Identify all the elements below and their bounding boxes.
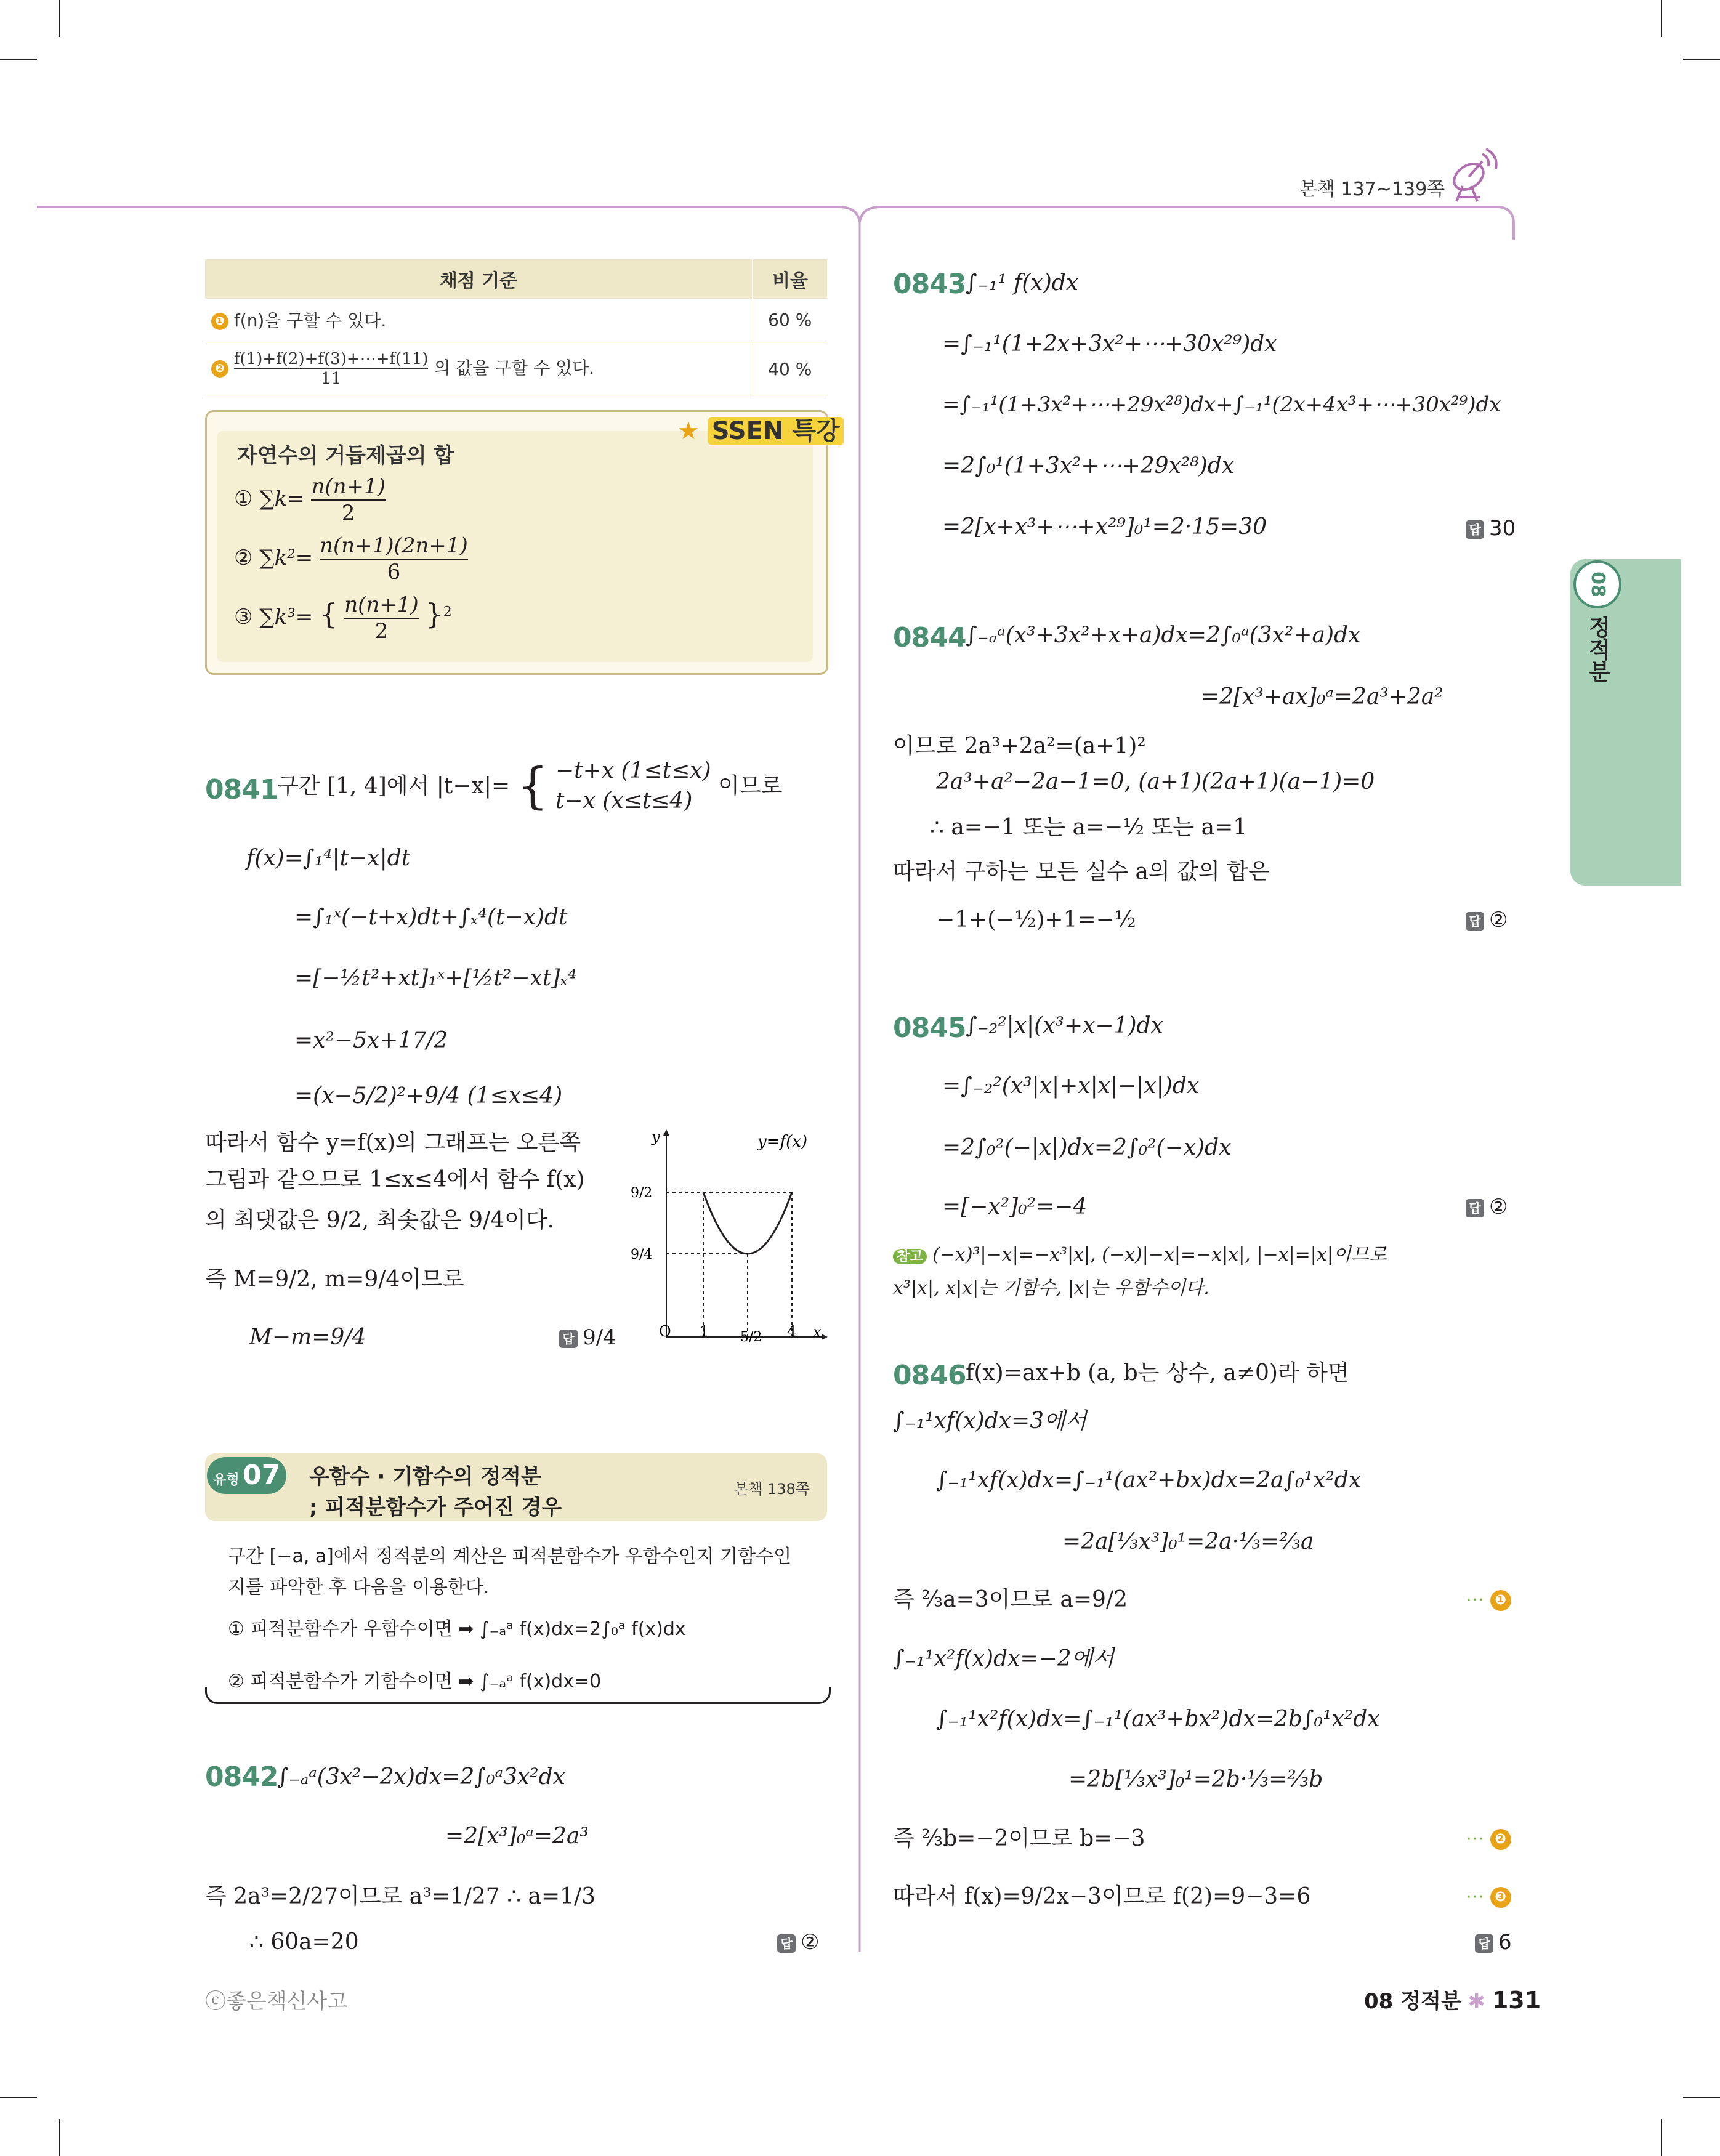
header-ref: 본책 137~139쪽 [1299, 179, 1445, 200]
p0844-line: 2a³+a²−2a−1=0, (a+1)(2a+1)(a−1)=0 [936, 769, 1375, 794]
page-number: 131 [1492, 1987, 1541, 2014]
problem-number-0846: 0846 [893, 1360, 966, 1391]
p0841-line: =∫₁ˣ(−t+x)dt+∫ₓ⁴(t−x)dt [294, 905, 568, 930]
problem-number-0842: 0842 [205, 1761, 278, 1793]
p0844-line: −1+(−½)+1=−½ [936, 907, 1136, 932]
graph-y-label: y [652, 1128, 660, 1145]
step-marker-3: ⋯ ❸ [1466, 1886, 1511, 1908]
grading-row-text: f(n)을 구할 수 있다. [233, 310, 387, 331]
p0841-line: =[−½t²+xt]₁ˣ+[½t²−xt]ₓ⁴ [294, 966, 577, 991]
p0846-line: ∫₋₁¹x²f(x)dx=∫₋₁¹(ax³+bx²)dx=2b∫₀¹x²dx [936, 1706, 1380, 1732]
type07-item: ① 피적분함수가 우함수이면 ➡ ∫₋ₐᵃ f(x)dx=2∫₀ᵃ f(x)dx [228, 1618, 686, 1640]
graph-x-label: x [813, 1323, 822, 1341]
problem-number-0844: 0844 [893, 622, 966, 653]
p0846-line: ∫₋₁¹xf(x)dx=3에서 [893, 1408, 1087, 1434]
p0844-line: 이므로 2a³+2a²=(a+1)² [893, 733, 1146, 759]
p0843-line: =∫₋₁¹(1+2x+3x²+⋯+30x²⁹)dx [942, 331, 1277, 357]
p0843-line: ∫₋₁¹ f(x)dx [966, 270, 1079, 296]
p0845-line: ∫₋₂²|x|(x³+x−1)dx [966, 1013, 1163, 1038]
tip-item: ② ∑k²= $\frac{n(n+1)(2n+1)}{6}$ [234, 533, 468, 584]
tip-item: ① ∑k= $\frac{n(n+1)}{2}$ [234, 474, 386, 525]
p0846-line: 즉 ⅔a=3이므로 a=9/2 [893, 1587, 1128, 1612]
tip-badge: ★ SSEN 특강 [677, 411, 844, 446]
problem-number-0843: 0843 [893, 268, 966, 300]
p0844-line: ∴ a=−1 또는 a=−½ 또는 a=1 [930, 815, 1248, 840]
problem-number-0841: 0841 [205, 774, 278, 805]
type07-desc: 구간 [−a, a]에서 정적분의 계산은 피적분함수가 우함수인지 기함수인 [228, 1546, 792, 1567]
chapter-tab-number: 08 [1573, 560, 1621, 608]
answer-icon: 답 [1466, 520, 1484, 539]
footer-copyright: ⓒ좋은책신사고 [205, 1989, 348, 2014]
answer-icon: 답 [1466, 1199, 1484, 1217]
p0844-line: 따라서 구하는 모든 실수 a의 값의 합은 [893, 859, 1270, 884]
problem-number-0845: 0845 [893, 1012, 966, 1044]
answer-0844: 답 ② [1466, 908, 1508, 932]
p0843-line: =2[x+x³+⋯+x²⁹]₀¹=2·15=30 [942, 514, 1267, 539]
p0844-line: =2[x³+ax]₀ᵃ=2a³+2a² [1201, 684, 1443, 709]
grading-col-criteria: 채점 기준 [205, 259, 753, 299]
p0841-text: 따라서 함수 y=f(x)의 그래프는 오른쪽 [205, 1130, 581, 1155]
p0846-line: f(x)=ax+b (a, b는 상수, a≠0)라 하면 [966, 1360, 1349, 1386]
answer-icon: 답 [559, 1330, 578, 1348]
p0844-line: ∫₋ₐᵃ(x³+3x²+x+a)dx=2∫₀ᵃ(3x²+a)dx [966, 623, 1361, 648]
type07-item: ② 피적분함수가 기함수이면 ➡ ∫₋ₐᵃ f(x)dx=0 [228, 1671, 602, 1692]
footer-chapter: 08 정적분 ✱ 131 [1364, 1987, 1541, 2014]
chapter-side-tab [1570, 559, 1681, 886]
p0842-line: ∴ 60a=20 [249, 1929, 359, 1955]
graph-y-94: 9/4 [631, 1247, 653, 1262]
step-marker: ❶ [211, 313, 228, 330]
p0845-line: =2∫₀²(−|x|)dx=2∫₀²(−x)dx [942, 1135, 1232, 1160]
p0845-line: =∫₋₂²(x³|x|+x|x|−|x|)dx [942, 1073, 1200, 1099]
grading-fraction-numerator: f(1)+f(2)+f(3)+⋯+f(11) [233, 350, 429, 368]
grading-table [205, 259, 827, 397]
p0846-line: ∫₋₁¹x²f(x)dx=−2에서 [893, 1646, 1115, 1671]
p0843-line: =∫₋₁¹(1+3x²+⋯+29x²⁸)dx+∫₋₁¹(2x+4x³+⋯+30x²⁹)dx [942, 392, 1501, 417]
type07-subtitle: ; 피적분함수가 주어진 경우 [309, 1495, 562, 1520]
type07-desc: 지를 파악한 후 다음을 이용한다. [228, 1577, 490, 1598]
graph-tick-1: 1 [700, 1323, 709, 1340]
step-marker-1: ⋯ ❶ [1466, 1589, 1511, 1611]
answer-icon: 답 [777, 1934, 796, 1953]
p0846-line: 따라서 f(x)=9/2x−3이므로 f(2)=9−3=6 [893, 1884, 1311, 1909]
table-row [205, 299, 827, 341]
grading-fraction-denominator: 11 [321, 369, 342, 388]
p0841-graph [628, 1124, 831, 1365]
chapter-tab-title: 정적분 [1585, 616, 1610, 682]
p0846-line: 즉 ⅔b=−2이므로 b=−3 [893, 1826, 1145, 1851]
type07-title: 우함수 · 기함수의 정적분 [309, 1464, 541, 1489]
footer-separator-icon: ✱ [1468, 1989, 1485, 2014]
type07-ref: 본책 138쪽 [734, 1480, 810, 1498]
table-row [205, 341, 827, 397]
p0845-note: 참고 (−x)³|−x|=−x³|x|, (−x)|−x|=−x|x|, |−x|=|x|이므로 [893, 1239, 1387, 1266]
graph-y-92: 9/2 [631, 1185, 653, 1201]
p0841-text: M−m=9/4 [249, 1325, 366, 1350]
p0841-text: 즉 M=9/2, m=9/4이므로 [205, 1267, 464, 1292]
answer-0843: 답 30 [1466, 516, 1516, 541]
answer-icon: 답 [1475, 1934, 1493, 1953]
grading-row-text: 의 값을 구할 수 있다. [434, 358, 595, 378]
p0845-line: =[−x²]₀²=−4 [942, 1194, 1088, 1219]
p0846-line: ∫₋₁¹xf(x)dx=∫₋₁¹(ax²+bx)dx=2a∫₀¹x²dx [936, 1468, 1362, 1493]
p0841-intro: 구간 [1, 4]에서 |t−x|= { −t+x (1≤t≤x) t−x (x≤t≤4) 이므로 [277, 757, 783, 815]
answer-icon: 답 [1466, 912, 1484, 931]
answer-0845: 답 ② [1466, 1195, 1508, 1219]
p0842-line: =2[x³]₀ᵃ=2a³ [445, 1823, 589, 1849]
tip-item: ③ ∑k³= { $\frac{n(n+1)}{2}$ }$^2$ [234, 592, 452, 644]
tip-title: 자연수의 거듭제곱의 합 [237, 443, 454, 468]
p0842-line: 즉 2a³=2/27이므로 a³=1/27 ∴ a=1/3 [205, 1884, 596, 1909]
p0845-note: x³|x|, x|x|는 기함수, |x|는 우함수이다. [893, 1277, 1209, 1299]
p0841-line: f(x)=∫₁⁴|t−x|dt [246, 846, 411, 871]
satellite-icon [1444, 143, 1500, 204]
step-marker: ❷ [211, 360, 228, 378]
step-marker-2: ⋯ ❷ [1466, 1828, 1511, 1850]
graph-origin: O [659, 1323, 671, 1340]
p0841-text: 그림과 같으므로 1≤x≤4에서 함수 f(x) [205, 1167, 585, 1192]
p0843-line: =2∫₀¹(1+3x²+⋯+29x²⁸)dx [942, 453, 1235, 478]
p0846-line: =2b[⅓x³]₀¹=2b·⅓=⅔b [1068, 1767, 1323, 1792]
p0841-line: =x²−5x+17/2 [294, 1028, 448, 1053]
answer-0841: 답 9/4 [559, 1325, 616, 1350]
graph-tick-4: 4 [787, 1323, 797, 1340]
star-icon: ★ [677, 417, 700, 445]
p0841-text: 의 최댓값은 9/2, 최솟값은 9/4이다. [205, 1208, 555, 1233]
p0842-line: ∫₋ₐᵃ(3x²−2x)dx=2∫₀ᵃ3x²dx [277, 1764, 565, 1790]
grading-row-ratio: 40 % [753, 341, 827, 397]
p0846-line: =2a[⅓x³]₀¹=2a·⅓=⅔a [1062, 1529, 1314, 1554]
type07-badge: 유형 07 [207, 1457, 286, 1494]
graph-tick-52: 5/2 [740, 1330, 762, 1345]
p0841-line: =(x−5/2)²+9/4 (1≤x≤4) [294, 1083, 563, 1108]
note-badge: 참고 [893, 1249, 927, 1264]
grading-col-ratio: 비율 [753, 259, 827, 299]
answer-0842: 답 ② [777, 1930, 819, 1955]
answer-0846: 답 6 [1475, 1930, 1512, 1955]
graph-curve-label: y=f(x) [757, 1133, 808, 1151]
type07-box-bottom [205, 1687, 831, 1704]
grading-row-ratio: 60 % [753, 299, 827, 341]
